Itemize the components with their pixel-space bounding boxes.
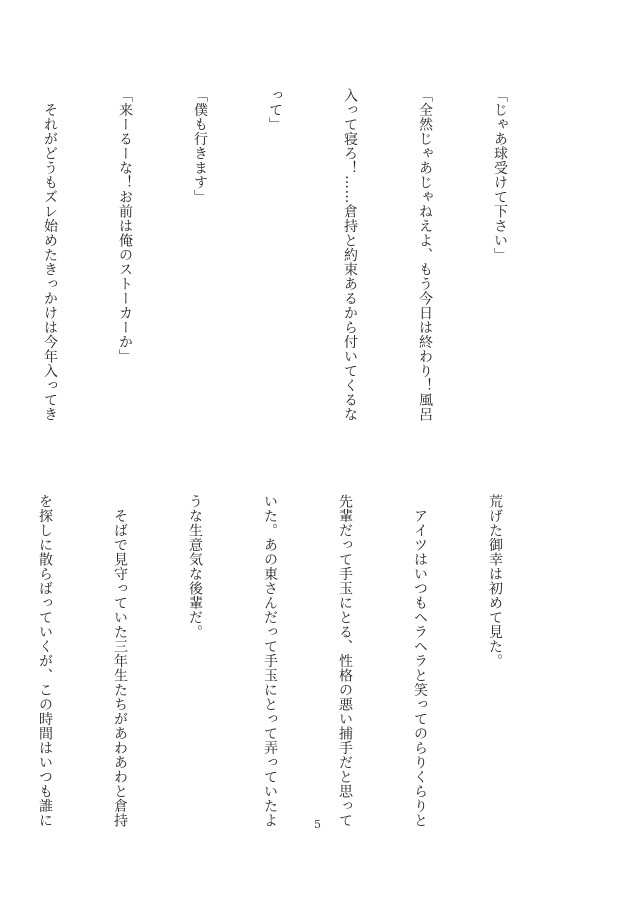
text-line: 「僕も行きます」	[192, 88, 208, 204]
text-line: 「じゃあ球受けて下さい」	[492, 88, 508, 262]
text-line: それがどうもズレ始めたきっかけは今年入ってき	[42, 88, 58, 422]
text-block-lower	[37, 494, 557, 828]
text-block-upper	[42, 88, 562, 422]
text-line: 「全然じゃあじゃねえよ、もう今日は終わり！風呂	[417, 88, 433, 422]
text-line: を探しに散らばっていくが、この時間はいつも誰に	[37, 494, 53, 828]
text-line: 荒げた御幸は初めて見た。	[487, 494, 503, 668]
text-line: うな生意気な後輩だ。	[187, 494, 203, 639]
text-line: そばで見守っていた三年生たちがあわあわと倉持	[112, 494, 128, 828]
text-line: 先輩だって手玉にとる、性格の悪い捕手だと思って	[337, 494, 353, 828]
text-line: って」	[267, 88, 283, 132]
page-number: 5	[314, 818, 321, 831]
text-line: アイツはいつもヘラヘラと笑ってのらりくらりと	[412, 494, 428, 828]
text-line: 入って寝ろ！……倉持と約束あるから付いてくるな	[342, 88, 358, 422]
text-line: 「来ーるーな！お前は俺のストーカーか」	[117, 88, 133, 364]
text-line: いた。あの東さんだって手玉にとって弄っていたよ	[262, 494, 278, 828]
